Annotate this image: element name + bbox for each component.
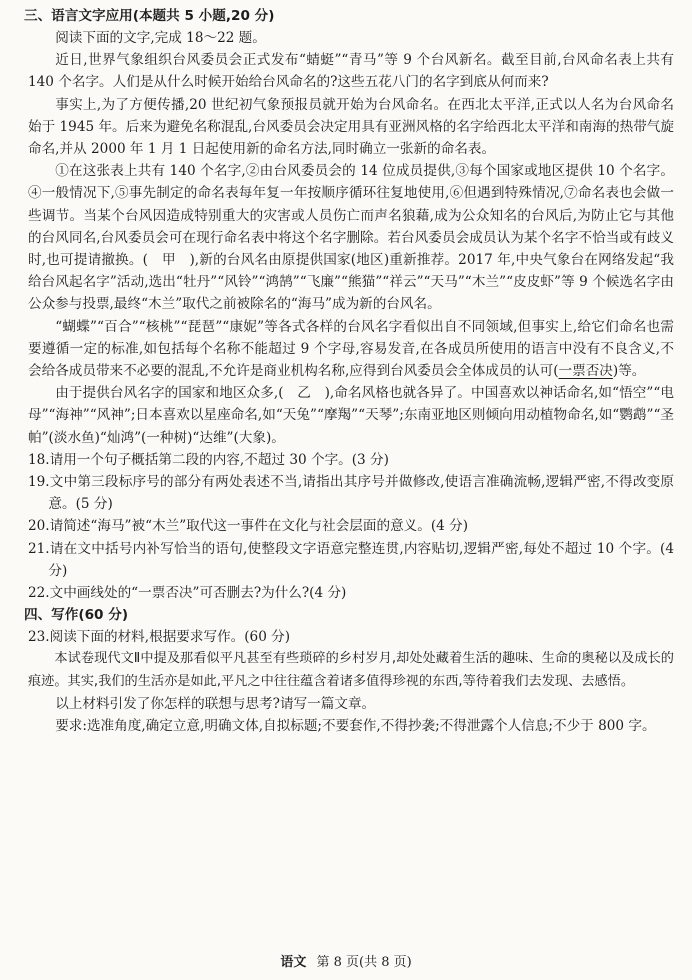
passage-paragraph-3: ①在这张表上共有 140 个名字,②由台风委员会的 14 位成员提供,③每个国家或地区提供 10 个名字。④一般情况下,⑤事先制定的命名表每年复一年按顺序循环往复地使用,⑥但遇到特殊情况,⑦命名表也会做一些调节。当某个台风因造成特别重大的灾害或人员伤亡而声名狼藉,成为公众知名的台风后,为防止它与其他的台风同名,台风委员会可在现行命名表中将这个名字删除。若台风委员会成员认为某个名字不恰当或有歧义时,也可提请撤换。( 甲 ),新的台风名由原提供国家(地区)重新推荐。2017 年,中央气象台在网络发起“我给台风起名字”活动,选出“牡丹”“风铃”“鸿鹄”“飞廉”“熊猫”“祥云”“天马”“木兰”“皮皮虾”等 9 个候选名字由公众参与投票,最终“木兰”取代之前被除名的“海马”成为新的台风名。 bbox=[28, 163, 674, 313]
section-3-title-pre: 三、语言文字应用(本题共 5 bbox=[24, 8, 199, 24]
section-3-heading bbox=[24, 5, 674, 27]
writing-prompt: 以上材料引发了你怎样的联想与思考?请写一篇文章。 bbox=[55, 695, 376, 712]
passage-paragraph-5: 由于提供台风名字的国家和地区众多,( 乙 ),命名风格也就各异了。中国喜欢以神话命名,如“悟空”“电母”“海神”“风神”;日本喜欢以星座命名,如“天兔”“摩羯”“天琴”;东南亚地区则倾向用动植物命名,如“鹦鹉”“圣帕”(淡水鱼)“灿鸿”(一种树)“达维”(大象)。 bbox=[28, 385, 674, 446]
section-4-heading: 四、写作(60 分) bbox=[24, 607, 129, 624]
passage-paragraph-2: 事实上,为了方便传播,20 世纪初气象预报员就开始为台风命名。在西北太平洋,正式以人名为台风命名始于 1945 年。后来为避免名称混乱,台风委员会决定用具有亚洲风格的名字给西北太平洋和南海的热带气旋命名,并从 2000 年 1 月 1 日起使用新的命名方法,同时确立一张新的命名表。 bbox=[28, 96, 674, 158]
paragraph-4-text: “蝴蝶”“百合”“核桃”“琵琶”“康妮”等各式各样的台风名字看似出自不同领域,但事实上,给它们命名也需要遵循一定的标准,如包括每个名称不能超过 9 个字母,容易发音,在各成员所使用的语言中没有不良含义,不会给各成员带来不必要的混乱,不允许是商业机构名称,应得到台风委员会全体成员的认可( bbox=[28, 318, 674, 380]
question-19: 19.文中第三段标序号的部分有两处表述不当,请指出其序号并做修改,使语言准确流畅,逻辑严密,不得改变原意。(5 分) bbox=[28, 474, 674, 513]
section-3-title-bold: 小题 bbox=[198, 8, 226, 24]
passage-paragraph-4 bbox=[28, 316, 674, 383]
writing-material: 本试卷现代文Ⅱ中提及那看似平凡甚至有些琐碎的乡村岁月,却处处藏着生活的趣味、生命的奥秘以及成长的痕迹。其实,我们的生活亦是如此,平凡之中往往蕴含着诸多值得珍视的东西,等待着我们去发现、去感悟。 bbox=[28, 651, 674, 689]
question-18: 18.请用一个句子概括第二段的内容,不超过 30 个字。(3 分) bbox=[28, 451, 389, 468]
writing-requirements: 要求:选准角度,确定立意,明确文体,自拟标题;不要套作,不得抄袭;不得泄露个人信息;不少于 800 字。 bbox=[55, 718, 656, 735]
question-21: 21.请在文中括号内补写恰当的语句,使整段文字语意完整连贯,内容贴切,逻辑严密,每处不超过 10 个字。(4 分) bbox=[28, 540, 674, 579]
passage-paragraph-1: 近日,世界气象组织台风委员会正式发布“蜻蜓”“青马”等 9 个台风新名。截至目前,台风命名表上共有 140 个名字。人们是从什么时候开始给台风命名的?这些五花八门的名字到底从何而来? bbox=[28, 52, 674, 91]
page-footer bbox=[0, 951, 692, 970]
question-22: 22.文中画线处的“一票否决”可否删去?为什么?(4 分) bbox=[28, 585, 347, 602]
paragraph-4-tail: )等。 bbox=[612, 363, 646, 380]
footer-subject: 语文 bbox=[280, 955, 307, 970]
question-23: 23.阅读下面的材料,根据要求写作。(60 分) bbox=[28, 629, 291, 646]
footer-page-number: 第 8 页(共 8 页) bbox=[316, 955, 412, 970]
section-3-title-post: ,20 分) bbox=[225, 8, 275, 24]
underlined-phrase: 一票否决 bbox=[558, 363, 613, 380]
reading-instruction: 阅读下面的文字,完成 18～22 题。 bbox=[55, 30, 266, 46]
question-20: 20.请简述“海马”被“木兰”取代这一事件在文化与社会层面的意义。(4 分) bbox=[28, 518, 469, 535]
